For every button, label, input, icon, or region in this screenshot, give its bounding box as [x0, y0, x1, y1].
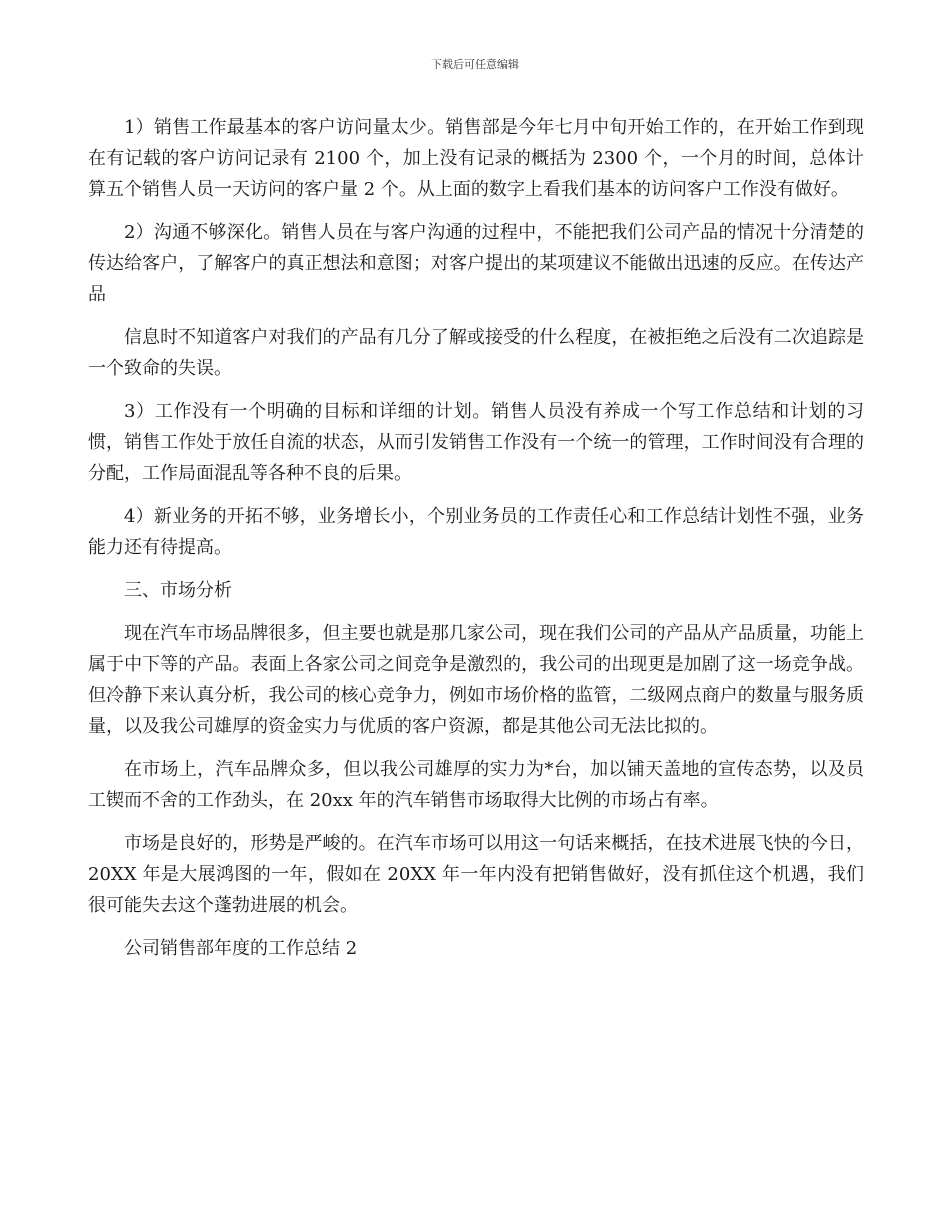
paragraph-problem-4: 4）新业务的开拓不够，业务增长小，个别业务员的工作责任心和工作总结计划性不强，业务能力还有待提高。 — [88, 506, 864, 558]
paragraph-market-1: 现在汽车市场品牌很多，但主要也就是那几家公司，现在我们公司的产品从产品质量，功能上属于中下等的产品。表面上各家公司之间竞争是激烈的，我公司的出现更是加剧了这一场竞争战。但冷静下来认真分析，我公司的核心竞争力，例如市场价格的监管，二级网点商户的数量与服务质量，以及我公司雄厚的资金实力与优质的客户资源，都是其他公司无法比拟的。 — [88, 623, 864, 737]
paragraph-problem-2: 2）沟通不够深化。销售人员在与客户沟通的过程中，不能把我们公司产品的情况十分清楚的传达给客户，了解客户的真正想法和意图；对客户提出的某项建议不能做出迅速的反应。在传达产品 — [88, 222, 864, 305]
paragraph-problem-2-continued: 信息时不知道客户对我们的产品有几分了解或接受的什么程度，在被拒绝之后没有二次追踪是一个致命的失误。 — [88, 327, 864, 379]
paragraph-problem-1: 1）销售工作最基本的客户访问量太少。销售部是今年七月中旬开始工作的，在开始工作到现在有记载的客户访问记录有 2100 个，加上没有记录的概括为 2300 个，一个月的时间，总体计算五个销售人员一天访问的客户量 2 个。从上面的数字上看我们基本的访问客户工作没有做好。 — [88, 117, 864, 200]
section-title-summary-2: 公司销售部年度的工作总结 2 — [124, 938, 358, 959]
section-heading-market-analysis: 三、市场分析 — [124, 580, 232, 601]
paragraph-market-3: 市场是良好的，形势是严峻的。在汽车市场可以用这一句话来概括，在技术进展飞快的今日，20XX 年是大展鸿图的一年，假如在 20XX 年一年内没有把销售做好，没有抓住这个机遇，我们很可能失去这个蓬勃进展的机会。 — [88, 833, 864, 916]
page-header: 下载后可任意编辑 — [431, 58, 519, 71]
paragraph-market-2: 在市场上，汽车品牌众多，但以我公司雄厚的实力为*台，加以铺天盖地的宣传态势，以及员工锲而不舍的工作劲头，在 20xx 年的汽车销售市场取得大比例的市场占有率。 — [88, 759, 864, 811]
paragraph-problem-3: 3）工作没有一个明确的目标和详细的计划。销售人员没有养成一个写工作总结和计划的习惯，销售工作处于放任自流的状态，从而引发销售工作没有一个统一的管理，工作时间没有合理的分配，工作局面混乱等各种不良的后果。 — [88, 401, 864, 484]
document-body — [88, 112, 864, 976]
